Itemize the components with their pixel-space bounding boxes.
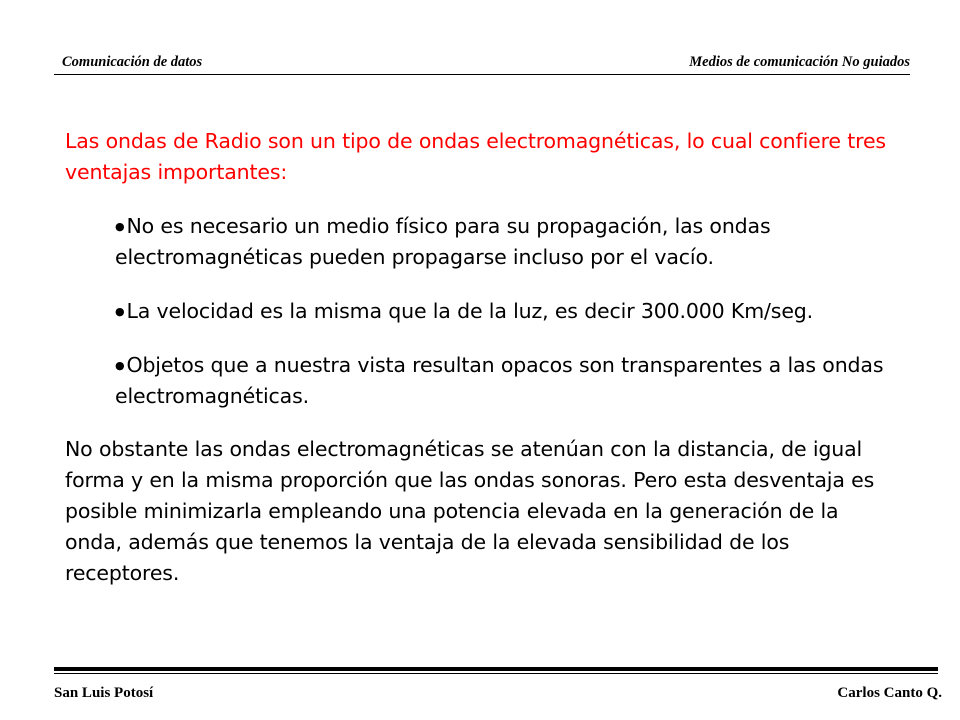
- header-topic-title: Medios de comunicación No guiados: [689, 54, 910, 70]
- footer-divider-thin: [54, 673, 938, 674]
- bullet-dot-icon: ●: [115, 359, 125, 372]
- list-item-text: No es necesario un medio físico para su propagación, las ondas electromagnéticas pueden propagarse incluso por el vacío.: [115, 214, 771, 269]
- list-item-text: La velocidad es la misma que la de la luz, es decir 300.000 Km/seg.: [126, 299, 814, 323]
- footer-divider-thick: [54, 667, 938, 671]
- list-item-text: Objetos que a nuestra vista resultan opacos son transparentes a las ondas electromagnéticas.: [115, 353, 884, 408]
- footer-author: Carlos Canto Q.: [837, 685, 942, 701]
- advantages-list: [115, 211, 901, 412]
- closing-paragraph: No obstante las ondas electromagnéticas se atenúan con la distancia, de igual forma y en la misma proporción que las ondas sonoras. Pero esta desventaja es posible minimizarla empleando una potencia elevada en la generación de la onda, además que tenemos la ventaja de la elevada sensibilidad de los receptores.: [65, 437, 875, 585]
- bullet-dot-icon: ●: [115, 305, 125, 318]
- footer-location: San Luis Potosí: [54, 685, 154, 701]
- intro-paragraph: Las ondas de Radio son un tipo de ondas electromagnéticas, lo cual confiere tres ventajas importantes:: [65, 129, 886, 184]
- list-item: [115, 211, 901, 273]
- header-course-title: Comunicación de datos: [62, 54, 203, 70]
- list-item: [115, 296, 901, 327]
- slide-content: [65, 126, 901, 589]
- list-item: [115, 350, 901, 412]
- page-header: [62, 54, 910, 74]
- header-divider: [54, 74, 910, 75]
- bullet-dot-icon: ●: [115, 220, 125, 233]
